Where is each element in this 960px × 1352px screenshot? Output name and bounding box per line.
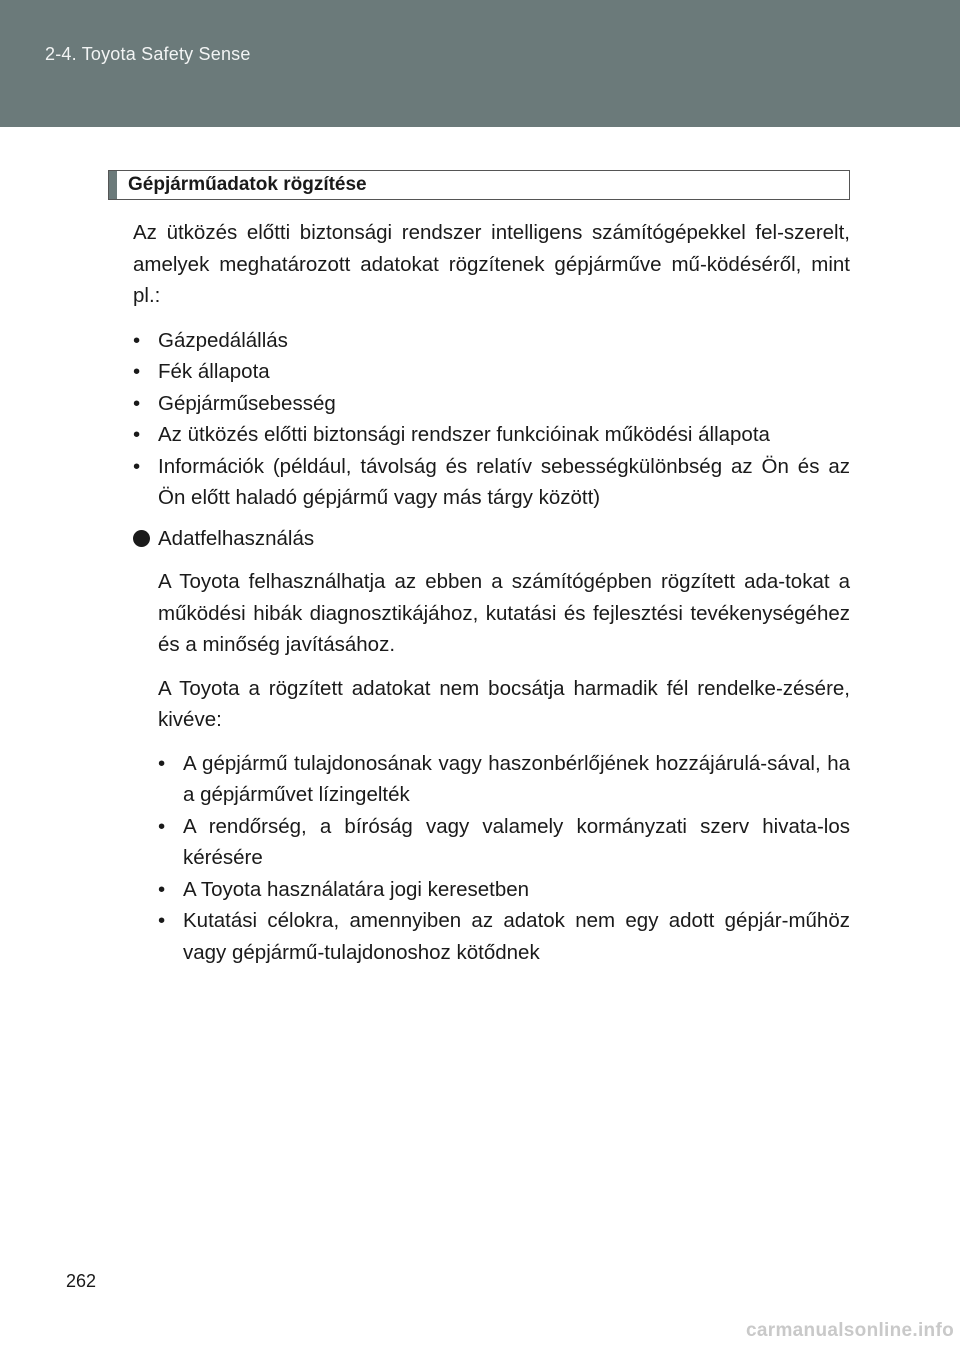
list-item: • Gépjárműsebesség (133, 388, 850, 420)
section-heading: Gépjárműadatok rögzítése (128, 174, 367, 195)
data-usage-heading (133, 523, 850, 555)
content-body (133, 217, 850, 968)
intro-paragraph: Az ütközés előtti biztonsági rendszer intelligens számítógépekkel fel-szerelt, amelyek meghatározott adatokat rögzítenek gépjárműve mű-ködéséről, mint pl.: (133, 221, 850, 307)
list-item: • Fék állapota (133, 356, 850, 388)
list-item: • Az ütközés előtti biztonsági rendszer funkcióinak működési állapota (133, 419, 850, 451)
data-usage-section (133, 566, 850, 968)
list-item: • A Toyota használatára jogi keresetben (158, 874, 850, 906)
data-usage-paragraph-2: A Toyota a rögzített adatokat nem bocsátja harmadik fél rendelke-zésére, kivéve: (158, 676, 850, 731)
list-item: • A gépjármű tulajdonosának vagy haszonbérlőjének hozzájárulá-sával, ha a gépjárművet lízingelték (158, 748, 850, 811)
list-item: • Gázpedálállás (133, 325, 850, 357)
header-band (0, 0, 960, 127)
list-item: • Információk (például, távolság és relatív sebességkülönbség az Ön és az Ön előtt haladó gépjármű vagy más tárgy között) (133, 451, 850, 514)
list-item: • Kutatási célokra, amennyiben az adatok nem egy adott gépjár-műhöz vagy gépjármű-tulajdonoshoz kötődnek (158, 905, 850, 968)
data-usage-paragraph-1: A Toyota felhasználhatja az ebben a számítógépben rögzített ada-tokat a működési hibák diagnosztikájához, kutatási és fejlesztési tevékenységéhez és a minőség javításához. (158, 570, 850, 656)
section-breadcrumb: 2-4. Toyota Safety Sense (45, 44, 251, 64)
section-heading-box (108, 170, 850, 200)
recorded-items-list (133, 325, 850, 514)
heading-accent-bar (109, 171, 117, 199)
list-item: • A rendőrség, a bíróság vagy valamely kormányzati szerv hivata-los kérésére (158, 811, 850, 874)
exceptions-list (158, 748, 850, 969)
page-number: 262 (66, 1271, 97, 1291)
watermark: carmanualsonline.info (746, 1320, 954, 1341)
filled-circle-icon (133, 530, 150, 547)
data-usage-title: Adatfelhasználás (158, 526, 315, 550)
